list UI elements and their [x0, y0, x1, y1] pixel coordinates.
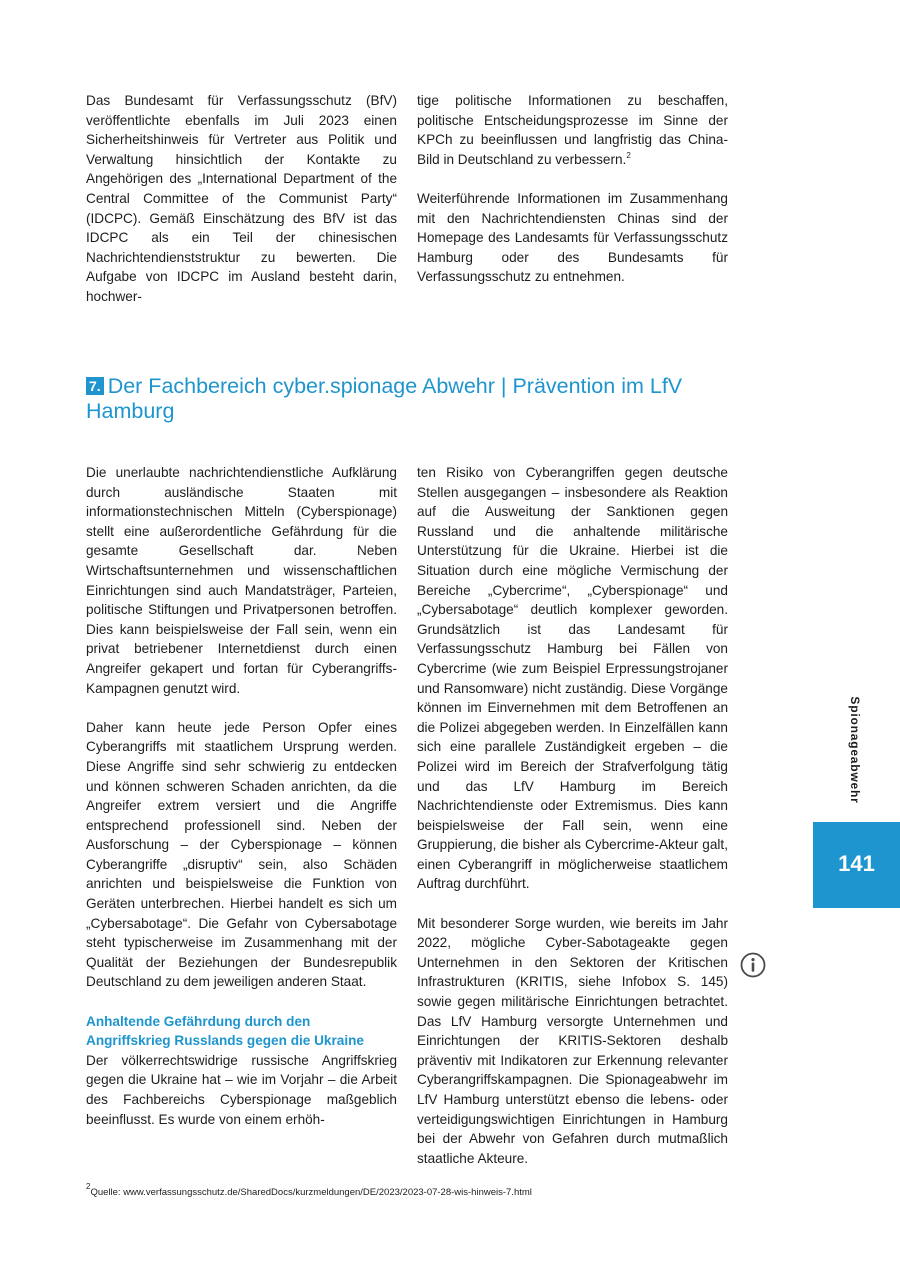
- footnote-reference[interactable]: 2: [626, 150, 631, 160]
- body-right-column: [417, 463, 728, 1168]
- subheading-ukraine: Anhaltende Gefährdung durch den Angriffskrieg Russlands gegen die Ukraine: [86, 1013, 364, 1049]
- ukraine-paragraph: Der völkerrechtswidrige russische Angriffskrieg gegen die Ukraine hat – wie im Vorjahr – die Arbeit des Fachbereichs Cyberspionage maßgeblich beeinflusst. Es wurde von einem erhöh-: [86, 1052, 397, 1127]
- chapter-side-label-text: Spionageabwehr: [848, 696, 862, 804]
- body-left-column: [86, 463, 397, 1129]
- idcpc-paragraph-continued-text: tige politische Informationen zu beschaffen, politische Entscheidungsprozesse im Sinne der KPCh zu beeinflussen und langfristig das China-Bild in Deutschland zu verbessern.: [417, 93, 728, 167]
- page-number-tab: [813, 822, 900, 908]
- further-info-paragraph: Weiterführende Informationen im Zusammenhang mit den Nachrichtendiensten Chinas sind der Homepage des Landesamts für Verfassungsschutz Hamburg oder des Bundesamts für Verfassungsschutz zu entnehmen.: [417, 190, 728, 285]
- info-circle-icon[interactable]: [740, 952, 766, 978]
- footnote: [86, 1182, 532, 1200]
- top-left-column: [86, 91, 397, 307]
- intro-paragraph: Die unerlaubte nachrichtendienstliche Aufklärung durch ausländische Staaten mit informationstechnischen Mitteln (Cyberspionage) stellt eine außerordentliche Gefährdung für die gesamte Gesellschaft dar. Neben Wirtschaftsunternehmen und wissenschaftlichen Einrichtungen sind auch Mandatsträger, Parteien, politische Stiftungen und Privatpersonen betroffen. Dies kann beispielsweise der Fall sein, wenn ein privat betriebener Internetdienst durch einen Angreifer gekapert und fortan für Cyberangriffs-Kampagnen genutzt wird.: [86, 465, 397, 696]
- footnote-text[interactable]: Quelle: www.verfassungsschutz.de/SharedDocs/kurzmeldungen/DE/2023/2023-07-28-wis-hinweis-7.html: [90, 1187, 532, 1198]
- victim-paragraph: Daher kann heute jede Person Opfer eines Cyberangriffs mit staatlichem Ursprung werden. Diese Angriffe sind sehr schwierig zu entdecken und können schweren Schaden anrichten, da die Angreifer extrem versiert und die Angriffe entsprechend professionell sind. Neben der Ausforschung – der Cyberspionage – können Cyberangriffe „disruptiv“ sein, also Schäden anrichten und beispielsweise die Funktion von Geräten unterbrechen. Hierbei handelt es sich um „Cybersabotage“. Die Gefahr von Cybersabotage steht typischerweise im Zusammenhang mit der Qualität der Beziehungen der Bundesrepublik Deutschland zu dem jeweiligen anderen Staat.: [86, 719, 397, 990]
- risk-paragraph: ten Risiko von Cyberangriffen gegen deutsche Stellen ausgegangen – insbesondere als Reaktion auf die Ausweitung der Sanktionen gegen Russland und die anhaltende militärische Unterstützung für die Ukraine. Hierbei ist die Situation durch eine mögliche Vermischung der Bereiche „Cybercrime“, „Cyberspionage“ und „Cybersabotage“ deutlich komplexer geworden. Grundsätzlich ist das Landesamt für Verfassungsschutz Hamburg bei Fällen von Cybercrime (wie zum Beispiel Erpressungstrojaner und Ransomware) nicht zuständig. Diese Vorgänge können im Einvernehmen mit dem Betroffenen an die Polizei abgegeben werden. In Einzelfällen kann sich eine parallele Zuständigkeit ergeben – die Polizei wird im Bereich der Strafverfolgung tätig und das LfV Hamburg im Bereich Nachrichtendienste oder Extremismus. Dies kann beispielsweise der Fall sein, wenn eine Gruppierung, die bisher als Cybercrime-Akteur galt, einen Cyberangriff in möglicherweise staatlichem Auftrag durchführt.: [417, 465, 728, 892]
- footnote-marker: 2: [86, 1182, 91, 1191]
- section-number: 7.: [86, 377, 104, 395]
- section-heading: [86, 374, 726, 424]
- section-title: Der Fachbereich cyber.spionage Abwehr | Prävention im LfV Hamburg: [86, 374, 683, 423]
- sabotage-paragraph: Mit besonderer Sorge wurden, wie bereits im Jahr 2022, mögliche Cyber-Sabotageakte gegen Unternehmen in den Sektoren der Kritischen Infrastrukturen (KRITIS, siehe Infobox S. 145) sowie gegen militärische Einrichtungen betrachtet. Das LfV Hamburg versorgte Unternehmen und Einrichtungen der KRITIS-Sektoren deshalb präventiv mit Indikatoren zur Erkennung relevanter Cyberangriffskampagnen. Die Spionageabwehr im LfV Hamburg unterstützt ebenso die lebens- oder verteidigungswichtigen Einrichtungen in Hamburg bei der Abwehr von Gefahren durch mutmaßlich staatliche Akteure.: [417, 915, 728, 1166]
- page-number: 141: [838, 851, 875, 876]
- idcpc-paragraph: Das Bundesamt für Verfassungsschutz (BfV) veröffentlichte ebenfalls im Juli 2023 einen Sicherheitshinweis für Vertreter aus Politik und Verwaltung hinsichtlich der Kontakte zu Angehörigen des „International Department of the Central Committee of the Communist Party“ (IDCPC). Gemäß Einschätzung des BfV ist das IDCPC als ein Teil der chinesischen Nachrichtendienststruktur zu bewerten. Die Aufgabe von IDCPC im Ausland besteht darin, hochwer-: [86, 93, 397, 304]
- chapter-side-label: [842, 690, 868, 810]
- top-right-column: [417, 91, 728, 287]
- idcpc-paragraph-continued: [417, 91, 728, 169]
